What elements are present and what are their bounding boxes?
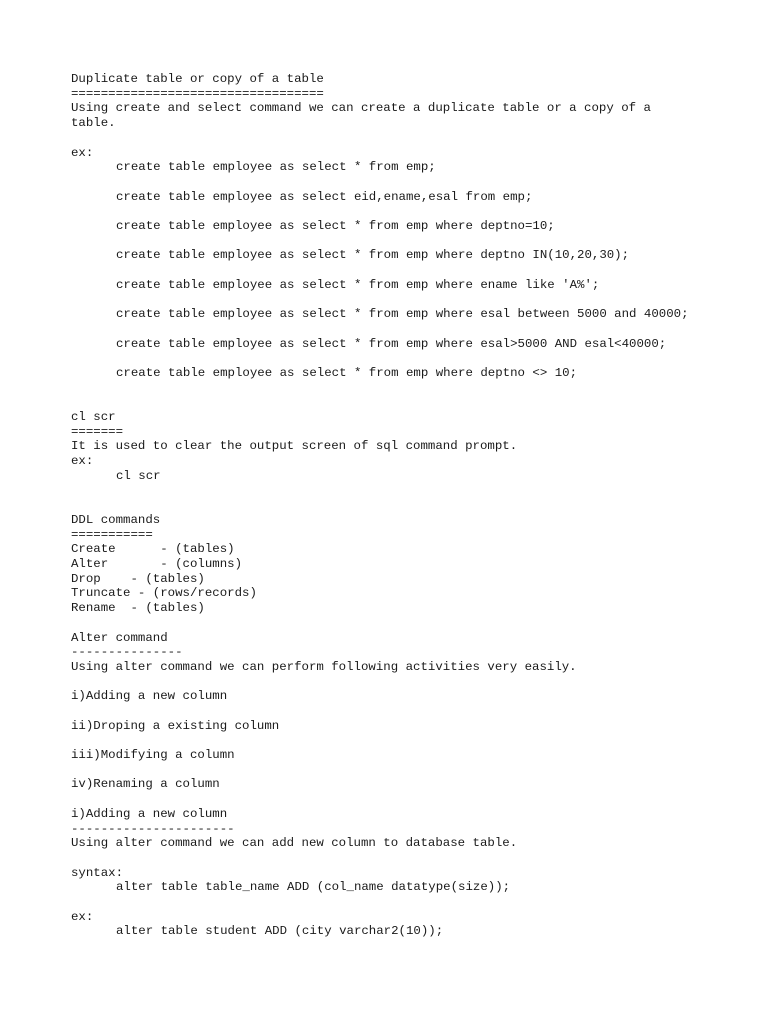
text-line: =========== <box>71 527 153 542</box>
text-line: syntax: <box>71 865 124 880</box>
text-line: iii)Modifying a column <box>71 748 235 763</box>
text-line: i)Adding a new column <box>71 689 228 704</box>
text-line: create table employee as select * from emp where deptno IN(10,20,30); <box>116 248 630 263</box>
blank-line <box>71 292 751 307</box>
text-line: create table employee as select * from emp where deptno=10; <box>116 218 555 233</box>
text-line: Drop - (tables) <box>71 571 205 586</box>
text-line: alter table student ADD (city varchar2(10)); <box>116 924 444 939</box>
blank-line <box>71 851 751 866</box>
blank-line <box>71 351 751 366</box>
text-line: Truncate - (rows/records) <box>71 586 257 601</box>
text-line: create table employee as select * from emp where deptno <> 10; <box>116 365 578 380</box>
blank-line <box>71 484 751 499</box>
text-line: Alter command <box>71 630 168 645</box>
text-line: Create - (tables) <box>71 542 235 557</box>
text-line: create table employee as select * from emp where esal>5000 AND esal<40000; <box>116 336 667 351</box>
blank-line <box>71 763 751 778</box>
document-page <box>71 72 751 939</box>
text-line: ex: <box>71 454 94 469</box>
text-line: Alter - (columns) <box>71 557 243 572</box>
text-line: i)Adding a new column <box>71 806 228 821</box>
blank-line <box>71 704 751 719</box>
text-line: create table employee as select * from emp where esal between 5000 and 40000; <box>116 307 689 322</box>
text-line: create table employee as select eid,ename,esal from emp; <box>116 189 533 204</box>
text-line: Duplicate table or copy of a table <box>71 72 324 86</box>
text-line: ii)Droping a existing column <box>71 718 280 733</box>
blank-line <box>71 675 751 690</box>
text-line: ================================== <box>71 86 324 101</box>
text-line: ex: <box>71 145 94 160</box>
text-line: DDL commands <box>71 512 161 527</box>
text-line: cl scr <box>71 410 116 425</box>
text-line: It is used to clear the output screen of sql command prompt. <box>71 439 518 454</box>
text-line: create table employee as select * from emp; <box>116 160 436 175</box>
blank-line <box>71 263 751 278</box>
text-line: Rename - (tables) <box>71 601 205 616</box>
blank-line <box>71 131 751 146</box>
blank-line <box>71 498 751 513</box>
blank-line <box>71 895 751 910</box>
text-line: ======= <box>71 424 124 439</box>
blank-line <box>71 381 751 396</box>
blank-line <box>71 322 751 337</box>
text-line: alter table table_name ADD (col_name datatype(size)); <box>116 880 511 895</box>
blank-line <box>71 204 751 219</box>
text-line: create table employee as select * from emp where ename like 'A%'; <box>116 277 600 292</box>
text-line: Using alter command we can perform following activities very easily. <box>71 659 577 674</box>
blank-line <box>71 792 751 807</box>
blank-line <box>71 395 751 410</box>
text-line: table. <box>71 116 116 131</box>
text-line: Using create and select command we can create a duplicate table or a copy of a <box>71 101 651 116</box>
text-line: Using alter command we can add new column to database table. <box>71 836 518 851</box>
text-line: ex: <box>71 909 94 924</box>
blank-line <box>71 616 751 631</box>
blank-line <box>71 175 751 190</box>
text-line: --------------- <box>71 645 183 660</box>
blank-line <box>71 733 751 748</box>
text-line: cl scr <box>116 468 161 483</box>
text-line: ---------------------- <box>71 821 235 836</box>
text-line: iv)Renaming a column <box>71 777 220 792</box>
blank-line <box>71 234 751 249</box>
